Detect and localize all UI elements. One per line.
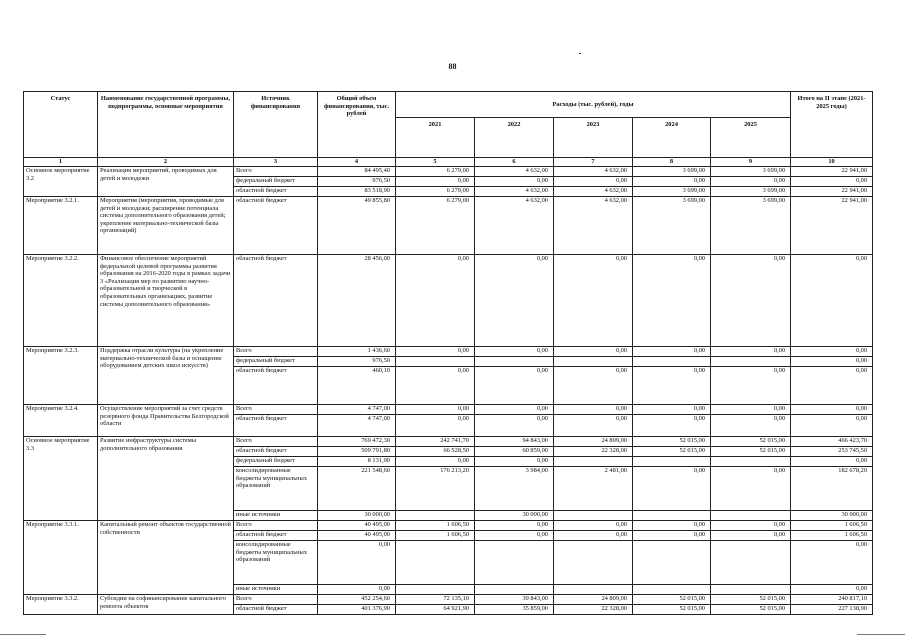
table-row: [24, 521, 873, 531]
funding-source-cell: иные источники: [234, 585, 318, 595]
year-amount-cell: 52 015,00: [633, 437, 711, 447]
table-body: [24, 167, 873, 615]
total-amount-cell: 976,50: [318, 177, 396, 187]
stage-total-cell: 182 678,20: [791, 467, 873, 511]
year-amount-cell: 0,00: [475, 177, 554, 187]
year-amount-cell: 0,00: [633, 347, 711, 357]
year-amount-cell: [396, 585, 475, 595]
stage-total-cell: 0,00: [791, 457, 873, 467]
status-cell: Основное мероприятие 3.2: [24, 167, 98, 197]
year-amount-cell: 0,00: [554, 415, 633, 437]
year-amount-cell: [711, 357, 791, 367]
year-amount-cell: 0,00: [396, 415, 475, 437]
year-amount-cell: 242 741,70: [396, 437, 475, 447]
stage-total-cell: 227 138,90: [791, 605, 873, 615]
year-amount-cell: 52 015,00: [711, 437, 791, 447]
year-amount-cell: 0,00: [475, 347, 554, 357]
year-amount-cell: [396, 541, 475, 585]
scan-speck: [579, 53, 581, 54]
stage-total-cell: 240 817,10: [791, 595, 873, 605]
year-amount-cell: 0,00: [396, 405, 475, 415]
header-year: 2023: [554, 118, 633, 158]
stage-total-cell: 0,00: [791, 255, 873, 347]
header-year: 2022: [475, 118, 554, 158]
year-amount-cell: 0,00: [633, 531, 711, 541]
funding-source-cell: федеральный бюджет: [234, 177, 318, 187]
year-amount-cell: 52 015,00: [711, 605, 791, 615]
stage-total-cell: 0,00: [791, 415, 873, 437]
year-amount-cell: 0,00: [633, 367, 711, 405]
activity-name-cell: Развитие инфраструктуры системы дополнительного образования: [98, 437, 234, 521]
table-row: [24, 405, 873, 415]
year-amount-cell: 0,00: [633, 405, 711, 415]
year-amount-cell: 0,00: [554, 531, 633, 541]
status-cell: Основное мероприятие 3.3: [24, 437, 98, 521]
total-amount-cell: 83 518,90: [318, 187, 396, 197]
stage-total-cell: 0,00: [791, 347, 873, 357]
header-status: Статус: [24, 92, 98, 158]
year-amount-cell: 3 699,00: [633, 187, 711, 197]
status-cell: Мероприятие 3.3.2.: [24, 595, 98, 615]
year-amount-cell: 52 015,00: [633, 447, 711, 457]
year-amount-cell: 0,00: [475, 521, 554, 531]
year-amount-cell: 6 279,00: [396, 187, 475, 197]
funding-source-cell: Всего: [234, 521, 318, 531]
funding-source-cell: областной бюджет: [234, 197, 318, 255]
status-cell: Мероприятие 3.2.1.: [24, 197, 98, 255]
year-amount-cell: [554, 541, 633, 585]
funding-source-cell: областной бюджет: [234, 415, 318, 437]
total-amount-cell: 401 376,90: [318, 605, 396, 615]
year-amount-cell: 0,00: [396, 177, 475, 187]
scan-edge-line: [857, 634, 905, 635]
year-amount-cell: 35 859,00: [475, 605, 554, 615]
total-amount-cell: 976,50: [318, 357, 396, 367]
year-amount-cell: 0,00: [554, 521, 633, 531]
year-amount-cell: 64 921,90: [396, 605, 475, 615]
funding-source-cell: Всего: [234, 167, 318, 177]
year-amount-cell: 0,00: [396, 255, 475, 347]
year-amount-cell: 0,00: [633, 177, 711, 187]
header-source: Источник финансирования: [234, 92, 318, 158]
year-amount-cell: [554, 511, 633, 521]
status-cell: Мероприятие 3.2.3.: [24, 347, 98, 405]
column-index: 10: [791, 158, 873, 167]
stage-total-cell: 466 423,70: [791, 437, 873, 447]
financing-table: [23, 91, 873, 615]
year-amount-cell: 0,00: [633, 415, 711, 437]
column-index-row: [24, 158, 873, 167]
stage-total-cell: 0,00: [791, 405, 873, 415]
funding-source-cell: иные источники: [234, 511, 318, 521]
header-expenses: Расходы (тыс. рублей), годы: [396, 92, 791, 118]
year-amount-cell: 0,00: [396, 347, 475, 357]
total-amount-cell: 4 747,00: [318, 415, 396, 437]
year-amount-cell: 94 843,00: [475, 437, 554, 447]
header-year: 2025: [711, 118, 791, 158]
status-cell: Мероприятие 3.3.1.: [24, 521, 98, 595]
year-amount-cell: 24 809,00: [554, 437, 633, 447]
year-amount-cell: 6 279,00: [396, 167, 475, 177]
year-amount-cell: 22 328,00: [554, 605, 633, 615]
stage-total-cell: 22 941,00: [791, 167, 873, 177]
activity-name-cell: Мероприятия (мероприятия, проводимые для детей и молодежи; расширение потенциала системы дополнительного образования детей; укрепление материально-технической базы организаций): [98, 197, 234, 255]
total-amount-cell: 0,00: [318, 585, 396, 595]
year-amount-cell: 60 859,00: [475, 447, 554, 457]
year-amount-cell: 0,00: [554, 347, 633, 357]
year-amount-cell: 0,00: [711, 255, 791, 347]
funding-source-cell: областной бюджет: [234, 605, 318, 615]
header-stage-total: Итого на II этапе (2021-2025 годы): [791, 92, 873, 158]
funding-source-cell: Всего: [234, 437, 318, 447]
funding-source-cell: областной бюджет: [234, 447, 318, 457]
column-index: 2: [98, 158, 234, 167]
year-amount-cell: [475, 357, 554, 367]
scan-edge-line: [0, 634, 46, 635]
year-amount-cell: [633, 511, 711, 521]
column-index: 1: [24, 158, 98, 167]
table-row: [24, 437, 873, 447]
stage-total-cell: 0,00: [791, 357, 873, 367]
year-amount-cell: 0,00: [711, 467, 791, 511]
column-index: 4: [318, 158, 396, 167]
funding-source-cell: федеральный бюджет: [234, 357, 318, 367]
stage-total-cell: 22 941,00: [791, 187, 873, 197]
year-amount-cell: 22 328,00: [554, 447, 633, 457]
year-amount-cell: 0,00: [711, 177, 791, 187]
year-amount-cell: 0,00: [711, 347, 791, 357]
year-amount-cell: 1 606,50: [396, 521, 475, 531]
year-amount-cell: [633, 457, 711, 467]
year-amount-cell: 0,00: [711, 531, 791, 541]
header-total: Общий объем финансирования, тыс. рублей: [318, 92, 396, 158]
year-amount-cell: [396, 511, 475, 521]
year-amount-cell: [711, 511, 791, 521]
column-index: 5: [396, 158, 475, 167]
activity-name-cell: Реализация мероприятий, проводимых для детей и молодежи: [98, 167, 234, 197]
total-amount-cell: 4 747,00: [318, 405, 396, 415]
table-header: [24, 92, 873, 167]
year-amount-cell: 0,00: [475, 415, 554, 437]
year-amount-cell: 0,00: [711, 415, 791, 437]
year-amount-cell: 0,00: [711, 367, 791, 405]
total-amount-cell: 84 495,40: [318, 167, 396, 177]
year-amount-cell: [633, 585, 711, 595]
total-amount-cell: 40 495,00: [318, 531, 396, 541]
year-amount-cell: 3 699,00: [633, 167, 711, 177]
column-index: 8: [633, 158, 711, 167]
year-amount-cell: [633, 357, 711, 367]
year-amount-cell: 52 015,00: [633, 595, 711, 605]
year-amount-cell: 0,00: [554, 367, 633, 405]
stage-total-cell: 30 000,00: [791, 511, 873, 521]
year-amount-cell: 0,00: [396, 457, 475, 467]
year-amount-cell: 3 984,00: [475, 467, 554, 511]
year-amount-cell: 4 632,00: [554, 197, 633, 255]
header-year: 2021: [396, 118, 475, 158]
year-amount-cell: [711, 585, 791, 595]
year-amount-cell: 4 632,00: [475, 187, 554, 197]
year-amount-cell: 52 015,00: [633, 605, 711, 615]
total-amount-cell: 49 855,80: [318, 197, 396, 255]
year-amount-cell: 4 632,00: [475, 197, 554, 255]
year-amount-cell: 3 699,00: [711, 167, 791, 177]
activity-name-cell: Поддержка отрасли культуры (на укрепление материально-технической базы и оснащение оборудованием детских школ искусств): [98, 347, 234, 405]
year-amount-cell: 0,00: [554, 177, 633, 187]
activity-name-cell: Финансовое обеспечение мероприятий федеральной целевой программы развития образования на 2016-2020 годы в рамках задачи 3 «Реализация мер по развитию научно-образовательной и творческой в образовательных организациях, развитие системы дополнительного образования»: [98, 255, 234, 347]
year-amount-cell: [475, 541, 554, 585]
table-row: [24, 595, 873, 605]
table-row: [24, 255, 873, 347]
year-amount-cell: 0,00: [633, 255, 711, 347]
year-amount-cell: 0,00: [554, 255, 633, 347]
year-amount-cell: [554, 357, 633, 367]
stage-total-cell: 0,00: [791, 541, 873, 585]
year-amount-cell: 66 528,50: [396, 447, 475, 457]
year-amount-cell: 0,00: [554, 405, 633, 415]
year-amount-cell: 3 699,00: [633, 197, 711, 255]
year-amount-cell: 30 000,00: [475, 511, 554, 521]
stage-total-cell: 22 941,00: [791, 197, 873, 255]
funding-source-cell: областной бюджет: [234, 531, 318, 541]
year-amount-cell: 4 632,00: [475, 167, 554, 177]
stage-total-cell: 0,00: [791, 177, 873, 187]
funding-source-cell: Всего: [234, 405, 318, 415]
total-amount-cell: 221 548,60: [318, 467, 396, 511]
year-amount-cell: 0,00: [475, 405, 554, 415]
status-cell: Мероприятие 3.2.4.: [24, 405, 98, 437]
stage-total-cell: 0,00: [791, 585, 873, 595]
year-amount-cell: 52 015,00: [711, 595, 791, 605]
total-amount-cell: 460,10: [318, 367, 396, 405]
funding-source-cell: консолидированные бюджеты муниципальных образований: [234, 541, 318, 585]
total-amount-cell: 452 254,60: [318, 595, 396, 605]
year-amount-cell: 52 015,00: [711, 447, 791, 457]
activity-name-cell: Осуществление мероприятий за счет средств резервного фонда Правительства Белгородской области: [98, 405, 234, 437]
column-index: 9: [711, 158, 791, 167]
status-cell: Мероприятие 3.2.2.: [24, 255, 98, 347]
year-amount-cell: 0,00: [396, 367, 475, 405]
column-index: 6: [475, 158, 554, 167]
stage-total-cell: 0,00: [791, 367, 873, 405]
funding-source-cell: федеральный бюджет: [234, 457, 318, 467]
funding-source-cell: Всего: [234, 347, 318, 357]
funding-source-cell: областной бюджет: [234, 367, 318, 405]
page-number: 88: [448, 62, 457, 71]
year-amount-cell: 0,00: [633, 467, 711, 511]
funding-source-cell: Всего: [234, 595, 318, 605]
year-amount-cell: 1 606,50: [396, 531, 475, 541]
year-amount-cell: 2 481,00: [554, 467, 633, 511]
column-index: 7: [554, 158, 633, 167]
year-amount-cell: 0,00: [711, 405, 791, 415]
total-amount-cell: 0,00: [318, 541, 396, 585]
year-amount-cell: 24 809,00: [554, 595, 633, 605]
total-amount-cell: 40 495,00: [318, 521, 396, 531]
total-amount-cell: 769 472,30: [318, 437, 396, 447]
total-amount-cell: 509 791,80: [318, 447, 396, 457]
year-amount-cell: 4 632,00: [554, 187, 633, 197]
total-amount-cell: 30 000,00: [318, 511, 396, 521]
year-amount-cell: 0,00: [475, 457, 554, 467]
year-amount-cell: 6 279,00: [396, 197, 475, 255]
year-amount-cell: [711, 457, 791, 467]
total-amount-cell: 1 436,60: [318, 347, 396, 357]
year-amount-cell: 3 699,00: [711, 187, 791, 197]
total-amount-cell: 8 131,90: [318, 457, 396, 467]
year-amount-cell: 0,00: [475, 531, 554, 541]
year-amount-cell: [633, 541, 711, 585]
year-amount-cell: [554, 585, 633, 595]
year-amount-cell: 0,00: [633, 521, 711, 531]
header-name: Наименование государственной программы, подпрограммы, основные мероприятия: [98, 92, 234, 158]
table-row: [24, 167, 873, 177]
year-amount-cell: 0,00: [711, 521, 791, 531]
year-amount-cell: [711, 541, 791, 585]
funding-source-cell: областной бюджет: [234, 187, 318, 197]
year-amount-cell: 3 699,00: [711, 197, 791, 255]
year-amount-cell: [396, 357, 475, 367]
year-amount-cell: [475, 585, 554, 595]
year-amount-cell: [554, 457, 633, 467]
table-row: [24, 347, 873, 357]
year-amount-cell: 176 213,20: [396, 467, 475, 511]
funding-source-cell: консолидированные бюджеты муниципальных образований: [234, 467, 318, 511]
activity-name-cell: Капитальный ремонт объектов государственной собственности: [98, 521, 234, 595]
year-amount-cell: 39 843,00: [475, 595, 554, 605]
stage-total-cell: 1 606,50: [791, 521, 873, 531]
stage-total-cell: 1 606,50: [791, 531, 873, 541]
column-index: 3: [234, 158, 318, 167]
stage-total-cell: 253 745,50: [791, 447, 873, 457]
year-amount-cell: 0,00: [475, 367, 554, 405]
header-year: 2024: [633, 118, 711, 158]
total-amount-cell: 28 456,00: [318, 255, 396, 347]
year-amount-cell: 0,00: [475, 255, 554, 347]
activity-name-cell: Субсидии на софинансирование капитального ремонта объектов: [98, 595, 234, 615]
table-row: [24, 197, 873, 255]
year-amount-cell: 4 632,00: [554, 167, 633, 177]
funding-source-cell: областной бюджет: [234, 255, 318, 347]
year-amount-cell: 72 135,10: [396, 595, 475, 605]
